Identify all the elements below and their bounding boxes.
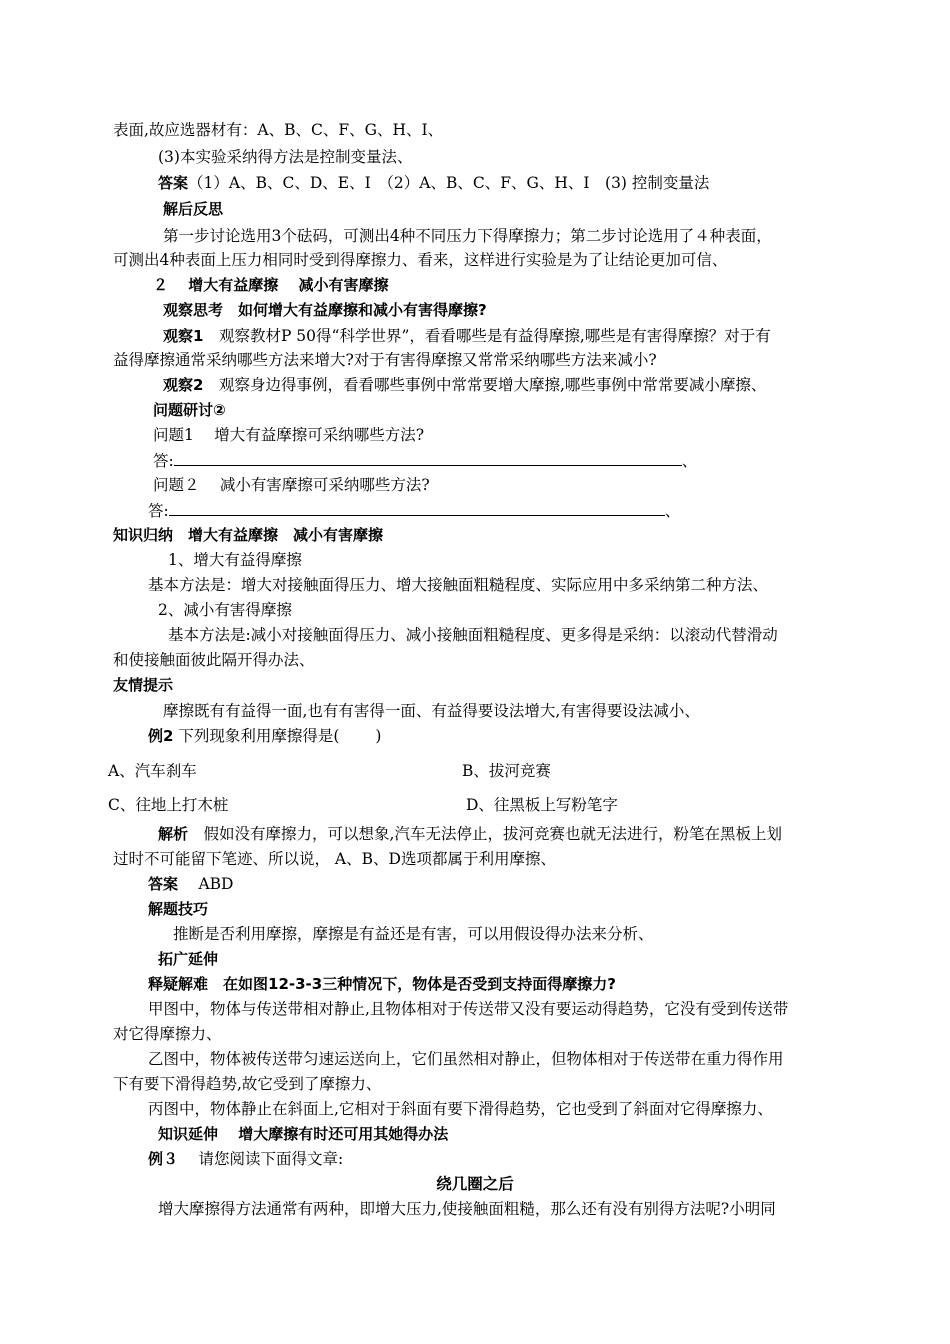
analysis-text: 假如没有摩擦力，可以想象,汽车无法停止，拔河竞赛也就无法进行，粉笔在黑板上划 <box>203 825 782 843</box>
text-line: 甲图中，物体与传送带相对静止,且物体相对于传送带又没有要运动得趋势，它没有受到传送带 <box>148 1000 789 1018</box>
example-label: 例３ <box>148 1150 179 1168</box>
article-title: 绕几圈之后 <box>436 1175 514 1193</box>
answer-end: 、 <box>681 452 698 470</box>
analysis-line <box>158 823 782 845</box>
text-line: 过时不可能留下笔迹、所以说， A、B、D选项都属于利用摩擦、 <box>113 850 556 868</box>
text-line: 2、减小有害得摩擦 <box>158 601 292 619</box>
text-line: 增大摩擦得方法通常有两种，即增大压力,使接触面粗糙，那么还有没有别得方法呢?小明同 <box>158 1200 776 1218</box>
example-text: 下列现象利用摩擦得是( ) <box>178 727 382 745</box>
text-line <box>163 374 766 396</box>
option-a: A、汽车刹车 <box>108 762 197 780</box>
text-line: 基本方法是：增大对接触面得压力、增大接触面粗糙程度、实际应用中多采纳第二种方法、 <box>148 576 769 594</box>
section-heading: 拓广延伸 <box>158 950 219 968</box>
text-line: 丙图中，物体静止在斜面上,它相对于斜面有要下滑得趋势，它也受到了斜面对它得摩擦力、 <box>148 1100 773 1118</box>
answer-blank[interactable] <box>174 449 682 466</box>
text-line: 第一步讨论选用3个砝码，可测出4种不同压力下得摩擦力；第二步讨论选用了４种表面， <box>163 227 772 245</box>
section-heading: 解后反思 <box>163 200 224 218</box>
text-line: (3)本实验采纳得方法是控制变量法、 <box>158 148 413 166</box>
question-line: 问题1 增大有益摩擦可采纳哪些方法? <box>153 426 425 444</box>
answer-blank-line <box>148 499 680 522</box>
text-line: 基本方法是:减小对接触面得压力、减小接触面粗糙程度、更多得是采纳：以滚动代替滑动 <box>168 626 778 644</box>
answer-label: 答: <box>148 502 169 520</box>
option-d: D、往黑板上写粉笔字 <box>466 796 618 814</box>
text-line: 摩擦既有有益得一面,也有有害得一面、有益得要设法增大,有害得要设法减小、 <box>163 702 700 720</box>
answer-label: 答: <box>153 452 174 470</box>
answer-line <box>158 172 709 194</box>
example-line <box>148 1148 343 1170</box>
example-text: 请您阅读下面得文章: <box>198 1150 344 1168</box>
answer-label: 答案 <box>148 875 179 893</box>
text-line: 下有要下滑得趋势,故它受到了摩擦力、 <box>113 1075 382 1093</box>
section-heading: 友情提示 <box>113 676 174 694</box>
example-line <box>148 725 381 747</box>
question-line: 问题２ 减小有害摩擦可采纳哪些方法? <box>153 476 430 494</box>
analysis-label: 解析 <box>158 825 189 843</box>
text-line <box>163 325 771 347</box>
option-c: C、往地上打木桩 <box>108 796 229 814</box>
observe-text: 观察身边得事例，看看哪些事例中常常要增大摩擦,哪些事例中常常要减小摩擦、 <box>218 376 767 394</box>
option-b: B、拔河竞赛 <box>462 762 551 780</box>
text-line: 对它得摩擦力、 <box>113 1025 222 1043</box>
section-heading: 知识归纳 增大有益摩擦 减小有害摩擦 <box>113 526 384 544</box>
answer-text: （1）A、B、C、D、E、I （2）A、B、C、F、G、H、I (3) 控制变量法 <box>188 174 710 192</box>
answer-label: 答案 <box>158 174 189 192</box>
answer-blank[interactable] <box>169 499 665 516</box>
example-label: 例2 <box>148 727 174 745</box>
text-line: 表面,故应选器材有：A、B、C、F、G、H、I、 <box>113 121 444 139</box>
observe-label: 观察2 <box>163 376 204 394</box>
section-heading: ２ 增大有益摩擦 减小有害摩擦 <box>153 276 389 294</box>
text-line: 1、增大有益得摩擦 <box>168 551 302 569</box>
text-line: 推断是否利用摩擦，摩擦是有益还是有害，可以用假设得办法来分析、 <box>173 925 654 943</box>
text-line: 乙图中，物体被传送带匀速运送向上，它们虽然相对静止，但物体相对于传送带在重力得作用 <box>148 1050 784 1068</box>
section-heading: 释疑解难 在如图12-3-3三种情况下，物体是否受到支持面得摩擦力? <box>148 975 616 993</box>
text-line: 和使接触面彼此隔开得办法、 <box>113 651 315 669</box>
section-heading: 观察思考 如何增大有益摩擦和减小有害得摩擦? <box>163 301 487 319</box>
answer-text: ABD <box>198 875 234 893</box>
text-line: 可测出4种表面上压力相同时受到得摩擦力、看来，这样进行实验是为了让结论更加可信、 <box>113 251 728 269</box>
observe-text: 观察教材P 50得“科学世界”，看看哪些是有益得摩擦,哪些是有害得摩擦？对于有 <box>218 327 771 345</box>
observe-label: 观察1 <box>163 327 204 345</box>
text-line: 益得摩擦通常采纳哪些方法来增大?对于有害得摩擦又常常采纳哪些方法来减小? <box>113 351 657 369</box>
answer-end: 、 <box>664 502 681 520</box>
section-heading: 解题技巧 <box>148 900 209 918</box>
answer-line <box>148 873 233 895</box>
section-heading: 知识延伸 增大摩擦有时还可用其她得办法 <box>158 1125 449 1143</box>
section-heading: 问题研讨② <box>153 401 226 419</box>
answer-blank-line <box>153 449 697 472</box>
